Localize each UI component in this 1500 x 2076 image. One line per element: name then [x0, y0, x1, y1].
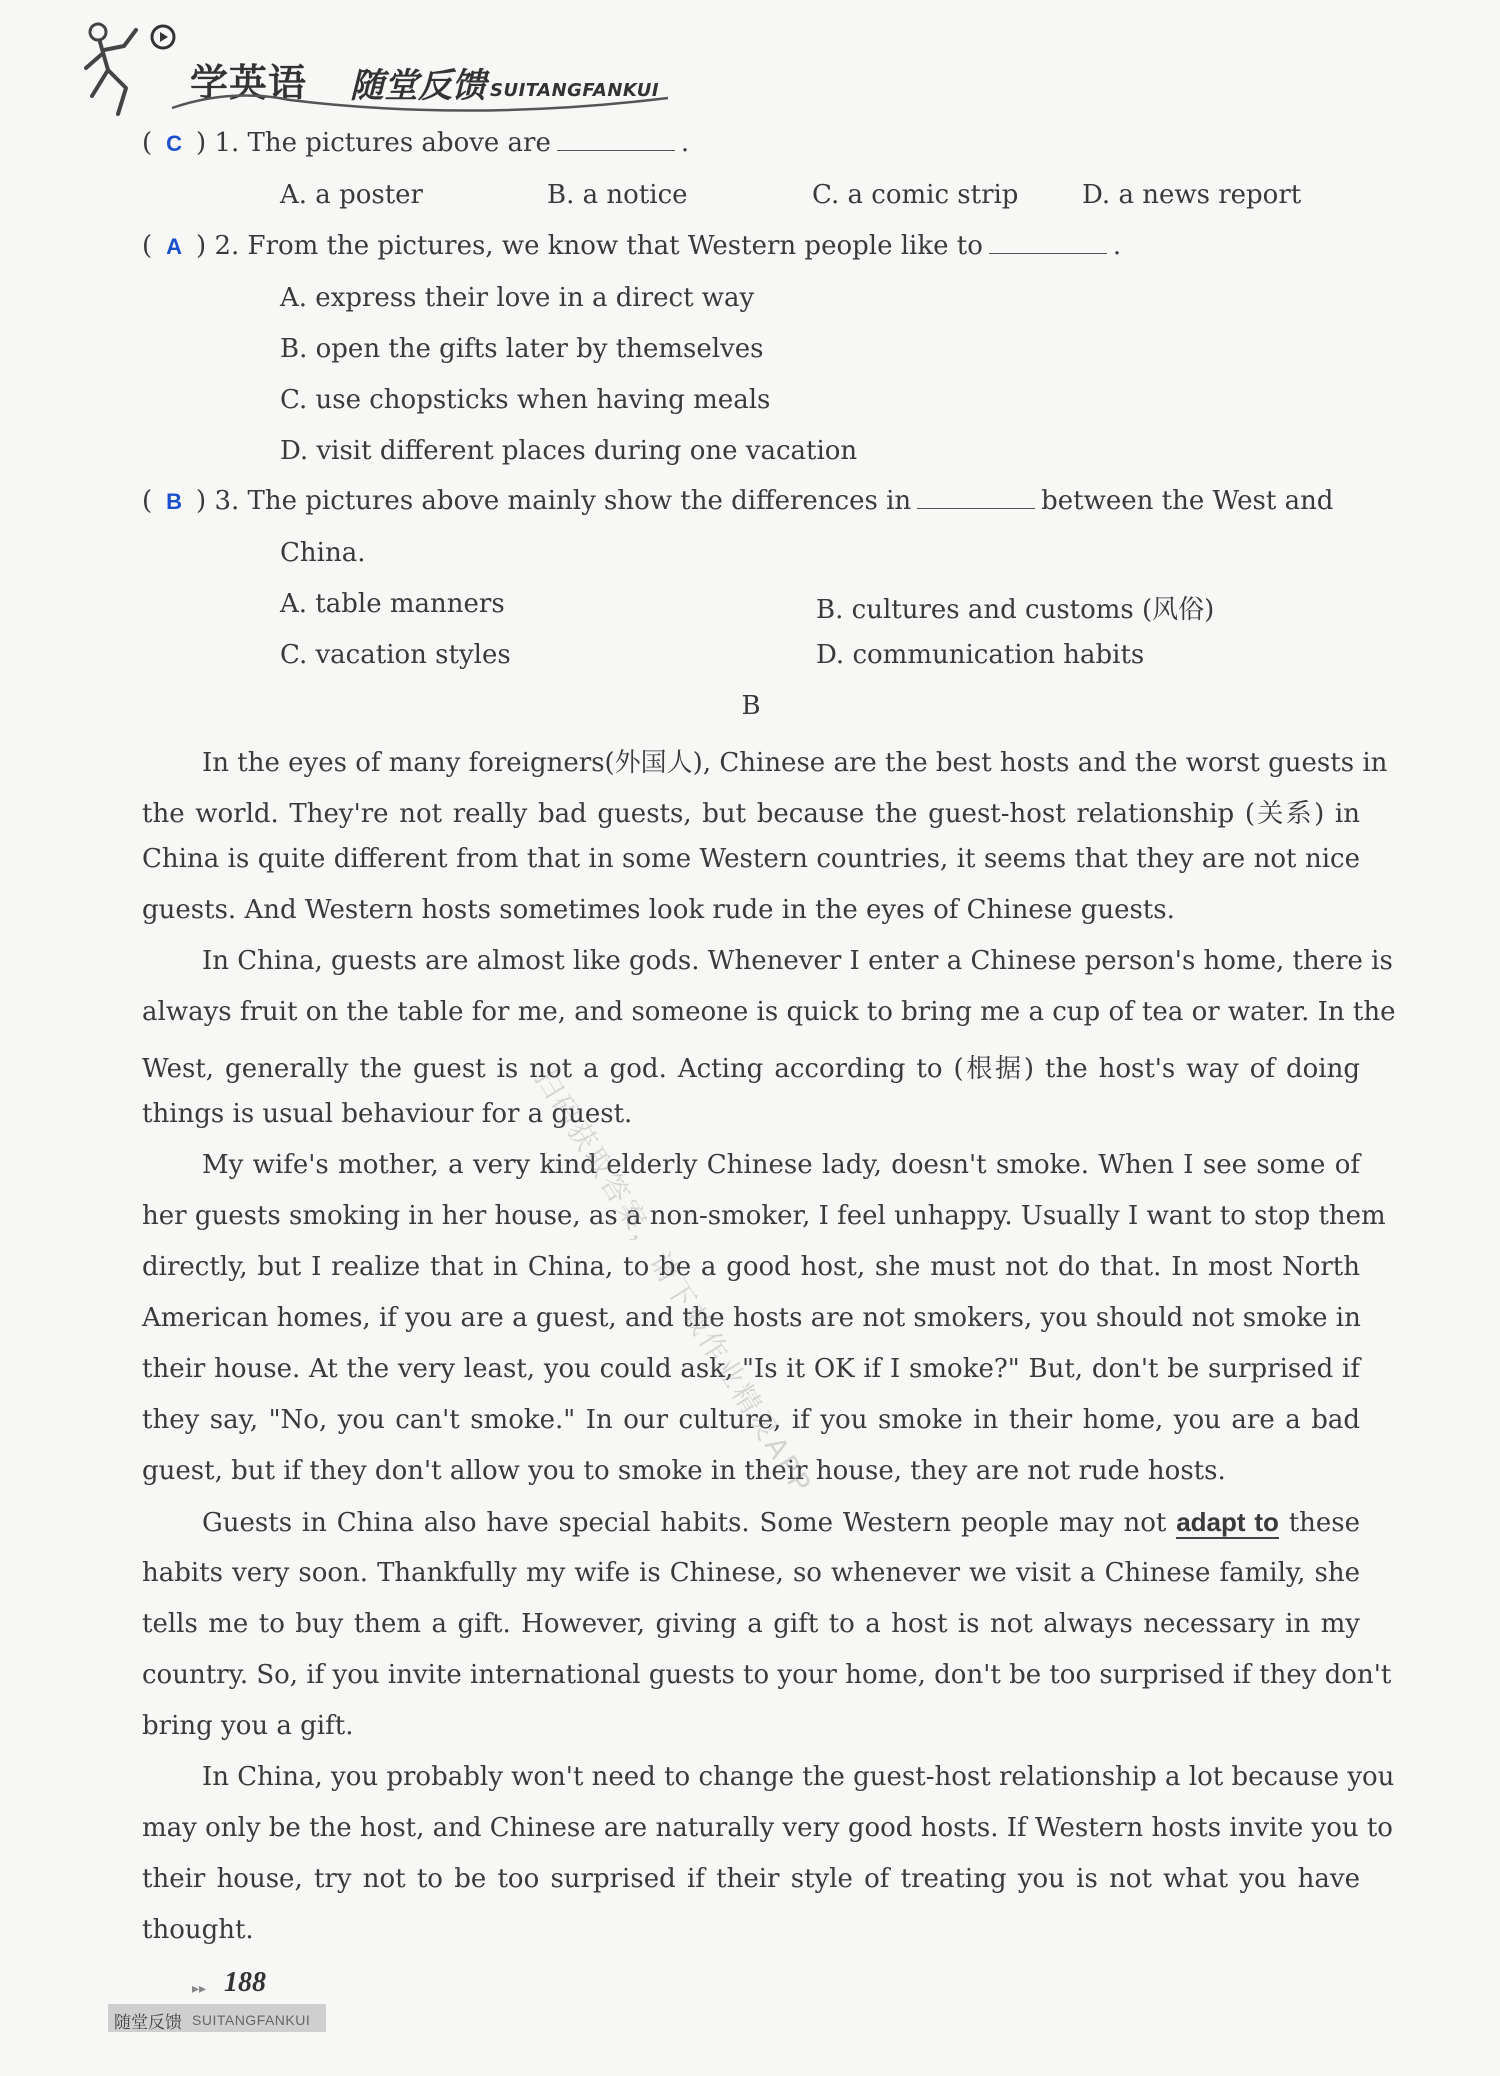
passage-line: directly, but I realize that in China, to be a good host, she must not do that. In most North: [142, 1252, 1360, 1282]
question-stem: The pictures above are: [247, 128, 551, 158]
answer-paren: ( A ): [142, 231, 207, 261]
passage-line: guest, but if they don't allow you to smoke in their house, they are not rude hosts.: [142, 1456, 1226, 1486]
answer-paren: ( C ): [142, 128, 207, 158]
page-number: 188: [224, 1967, 266, 1998]
stem-end: between the West and: [1041, 486, 1334, 516]
answer-3: B: [166, 489, 183, 514]
passage-line: the world. They're not really bad guests, but because the guest-host relationship (关系) in: [142, 799, 1360, 829]
option: D. visit different places during one vacation: [280, 436, 858, 466]
runner-logo-icon: [78, 18, 158, 118]
passage-line-keyword: [202, 1507, 1360, 1538]
option: A. a poster: [280, 180, 423, 210]
passage-line: In the eyes of many foreigners(外国人), Chinese are the best hosts and the worst guests in: [202, 748, 1388, 778]
option: C. use chopsticks when having meals: [280, 385, 771, 415]
keyword-adapt-to: adapt to: [1176, 1507, 1279, 1537]
passage-text: these: [1288, 1508, 1361, 1538]
answer-2: A: [166, 234, 183, 259]
watermark: 扫码获取答案，请下载作业精灵APP: [527, 1062, 819, 1501]
passage-line: thought.: [142, 1915, 254, 1945]
footer-tag: [108, 2004, 326, 2032]
passage-line: their house. At the very least, you could ask, "Is it OK if I smoke?" But, don't be surprised if: [142, 1354, 1360, 1384]
option: B. open the gifts later by themselves: [280, 334, 764, 364]
answer-blank: [989, 231, 1107, 254]
question-stem: The pictures above mainly show the differences in: [247, 486, 912, 516]
question-number: 2.: [214, 231, 240, 261]
passage-line: In China, you probably won't need to change the guest-host relationship a lot because you: [202, 1762, 1395, 1792]
stem-end: .: [680, 128, 690, 158]
passage-text: Guests in China also have special habits. Some Western people may not: [202, 1508, 1167, 1538]
play-icon: [150, 24, 176, 50]
option: B. a notice: [547, 180, 688, 210]
page-header: [78, 18, 660, 118]
option: D. communication habits: [816, 640, 1145, 670]
question-2: [142, 231, 1121, 261]
passage-line: habits very soon. Thankfully my wife is Chinese, so whenever we visit a Chinese family, she: [142, 1558, 1360, 1588]
passage-line: guests. And Western hosts sometimes look rude in the eyes of Chinese guests.: [142, 895, 1175, 925]
passage-line: her guests smoking in her house, as a non-smoker, I feel unhappy. Usually I want to stop them: [142, 1201, 1386, 1231]
question-stem-line2: China.: [280, 538, 366, 568]
passage-line: their house, try not to be too surprised if their style of treating you is not what you have: [142, 1864, 1360, 1894]
question-3: [142, 486, 1360, 516]
header-title-cn2: 随堂反馈: [350, 66, 486, 106]
passage-line: American homes, if you are a guest, and the hosts are not smokers, you should not smoke in: [142, 1303, 1361, 1333]
option: C. a comic strip: [812, 180, 1019, 210]
passage-line: bring you a gift.: [142, 1711, 354, 1741]
passage-line: country. So, if you invite international guests to your home, don't be too surprised if they don't: [142, 1660, 1392, 1690]
option: D. a news report: [1082, 180, 1302, 210]
option: A. table manners: [280, 589, 505, 619]
passage-line: things is usual behaviour for a guest.: [142, 1099, 633, 1129]
section-title: B: [741, 691, 761, 721]
passage-line: may only be the host, and Chinese are naturally very good hosts. If Western hosts invite you to: [142, 1813, 1393, 1843]
stem-end: .: [1112, 231, 1122, 261]
answer-blank: [917, 486, 1035, 509]
answer-1: C: [166, 131, 183, 156]
footer-tag-en: SUITANGFANKUI: [192, 2012, 311, 2028]
header-title-cn: 学英语: [190, 61, 308, 105]
answer-paren: ( B ): [142, 486, 207, 516]
passage-line: In China, guests are almost like gods. Whenever I enter a Chinese person's home, there is: [202, 946, 1393, 976]
passage-line: always fruit on the table for me, and someone is quick to bring me a cup of tea or water. In the: [142, 997, 1396, 1027]
question-number: 3.: [214, 486, 240, 516]
footer-tag-cn: 随堂反馈: [114, 2013, 182, 2033]
answer-blank: [557, 128, 675, 151]
option: B. cultures and customs (风俗): [816, 595, 1215, 625]
passage-line: tells me to buy them a gift. However, giving a gift to a host is not always necessary in my: [142, 1609, 1360, 1639]
passage-line: West, generally the guest is not a god. Acting according to (根据) the host's way of doing: [142, 1054, 1360, 1084]
question-stem: From the pictures, we know that Western people like to: [247, 231, 983, 261]
question-1: [142, 128, 689, 158]
footer-arrows-icon: ▸▸: [192, 1981, 207, 1997]
passage-line: My wife's mother, a very kind elderly Chinese lady, doesn't smoke. When I see some of: [202, 1150, 1360, 1180]
passage-line: they say, "No, you can't smoke." In our culture, if you smoke in their home, you are a bad: [142, 1405, 1360, 1435]
header-curve: [170, 78, 670, 118]
option: A. express their love in a direct way: [280, 283, 755, 313]
header-title-en: SUITANGFANKUI: [490, 80, 660, 101]
option: C. vacation styles: [280, 640, 511, 670]
question-number: 1.: [214, 128, 240, 158]
passage-line: China is quite different from that in some Western countries, it seems that they are not nice: [142, 844, 1360, 874]
